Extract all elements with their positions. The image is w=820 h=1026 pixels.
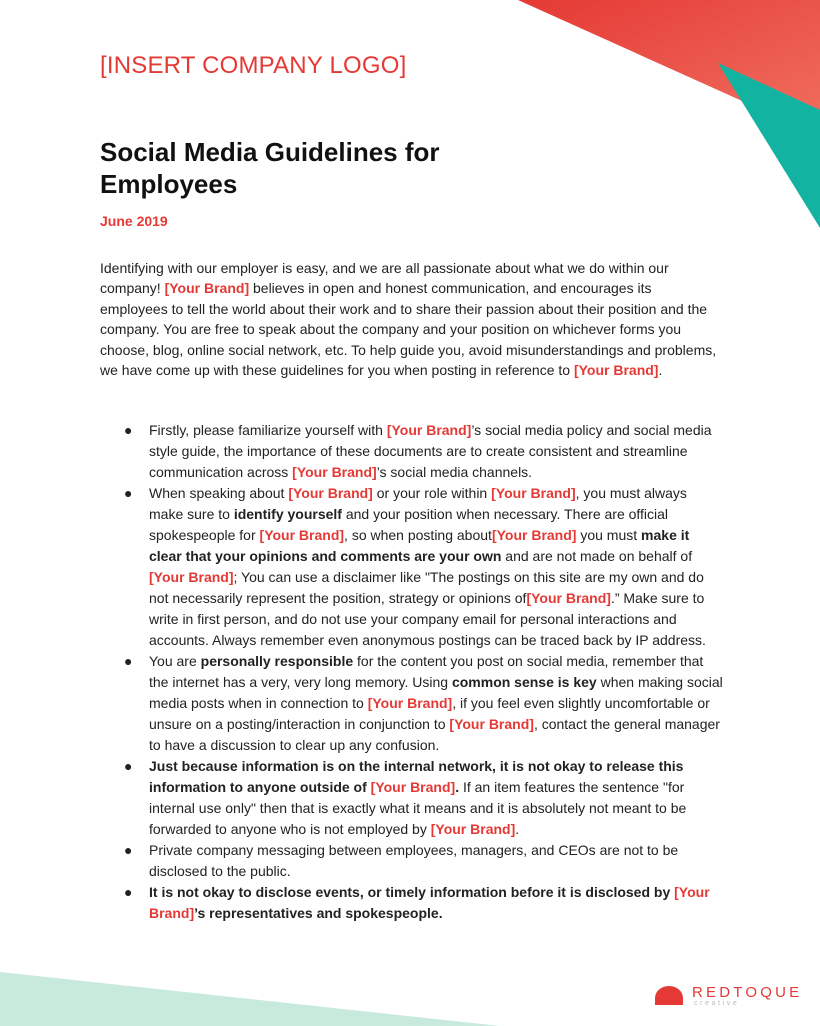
- text: or your role within: [372, 485, 492, 501]
- guidelines-list: [100, 420, 725, 924]
- company-logo-placeholder: [INSERT COMPANY LOGO]: [100, 52, 407, 79]
- mint-bottom-band: [0, 972, 500, 1026]
- brand-placeholder: [Your Brand]: [288, 485, 373, 501]
- brand-placeholder: [Your Brand]: [430, 821, 516, 837]
- emphasis-text: Just because information is on the internal network, it is not okay to release this information to anyone outside of: [149, 758, 684, 795]
- teal-corner-triangle: [718, 63, 820, 228]
- text: for the content you post on social media, remember that the internet has a very, very long memory. Using: [149, 653, 704, 690]
- brand-placeholder: [Your Brand]: [149, 884, 710, 921]
- intro-text: .: [658, 362, 663, 379]
- intro-text: Identifying with our employer is easy, and we are all passionate about what we do within our company!: [100, 260, 669, 297]
- text: You are: [149, 653, 201, 669]
- list-item: [100, 840, 725, 882]
- footer-logo-subtitle: creative: [694, 1000, 740, 1007]
- brand-placeholder: [Your Brand]: [573, 362, 659, 379]
- text: ; You can use a disclaimer like "The postings on this site are my own and do not necessarily represent the position, strategy or opinions of: [149, 569, 704, 606]
- text: .” Make sure to write in first person, and do not use your company email for personal interactions and accounts. Always remember even anonymous postings can be traced back by IP address.: [149, 590, 706, 648]
- bullet-dot: ●: [124, 485, 133, 501]
- text: Private company messaging between employees, managers, and CEOs are not to be disclosed to the public.: [149, 842, 679, 879]
- text: you must: [576, 527, 642, 543]
- text: , so when posting about: [344, 527, 492, 543]
- emphasis-text: .: [455, 779, 460, 795]
- bullet-dot: ●: [124, 422, 133, 438]
- emphasis-text: identify yourself: [233, 506, 342, 522]
- text: and are not made on behalf of: [501, 548, 693, 564]
- bullet-dot: ●: [124, 653, 133, 669]
- brand-placeholder: [Your Brand]: [367, 695, 453, 711]
- bullet-dot: ●: [124, 842, 133, 858]
- list-item: [100, 882, 725, 924]
- brand-placeholder: [Your Brand]: [149, 569, 234, 585]
- brand-placeholder: [Your Brand]: [164, 280, 250, 297]
- brand-placeholder: [Your Brand]: [370, 779, 456, 795]
- brand-placeholder: [Your Brand]: [386, 422, 472, 438]
- list-item: [100, 483, 725, 651]
- text: .: [515, 821, 520, 837]
- text: and your position when necessary. There are official spokespeople for: [149, 506, 669, 543]
- brand-placeholder: [Your Brand]: [449, 716, 534, 732]
- text: If an item features the sentence "for internal use only" then that is exactly what it means and it is absolutely not meant to be forwarded to anyone who is not employed by: [149, 779, 687, 837]
- text: Firstly, please familiarize yourself with: [149, 422, 387, 438]
- emphasis-text: It is not okay to disclose events, or timely information before it is disclosed by: [149, 884, 675, 900]
- document-date: June 2019: [100, 213, 168, 229]
- brand-placeholder: [Your Brand]: [259, 527, 345, 543]
- toque-icon: [654, 985, 684, 1007]
- brand-placeholder: [Your Brand]: [491, 527, 577, 543]
- text: When speaking about: [149, 485, 289, 501]
- brand-placeholder: [Your Brand]: [526, 590, 611, 606]
- bullet-dot: ●: [124, 758, 133, 774]
- brand-placeholder: [Your Brand]: [491, 485, 576, 501]
- text: , you must always make sure to: [149, 485, 687, 522]
- text: , contact the general manager to have a discussion to clear up any confusion.: [149, 716, 720, 753]
- intro-paragraph: [100, 258, 720, 380]
- intro-text: believes in open and honest communication, and encourages its employees to tell the world about their work and to share their passion about their position and the company. You are free to speak about the company and your position on whichever forms you choose, blog, online social network, etc. To help guide you, avoid misunderstandings and problems, we have come up with these guidelines for you when posting in reference to: [100, 280, 717, 379]
- text: ’s social media policy and social media style guide, the importance of these documents are to create consistent and streamline communication across: [149, 422, 712, 480]
- text: , if you feel even slightly uncomfortable or unsure on a posting/interaction in conjunction to: [149, 695, 710, 732]
- emphasis-text: common sense is key: [451, 674, 597, 690]
- footer-logo-word: REDTOQUE: [692, 984, 803, 1001]
- emphasis-text: personally responsible: [200, 653, 354, 669]
- footer-logo: [654, 983, 804, 1013]
- emphasis-text: make it clear that your opinions and comments are your own: [149, 527, 690, 564]
- brand-placeholder: [Your Brand]: [292, 464, 377, 480]
- bullet-dot: ●: [124, 884, 133, 900]
- emphasis-text: ’s representatives and spokespeople.: [194, 905, 443, 921]
- page-title: Social Media Guidelines for Employees: [100, 137, 440, 199]
- text: when making social media posts when in connection to: [149, 674, 723, 711]
- list-item: [100, 756, 725, 840]
- list-item: [100, 420, 725, 483]
- text: ’s social media channels.: [376, 464, 533, 480]
- red-corner-triangle: [518, 0, 820, 136]
- list-item: [100, 651, 725, 756]
